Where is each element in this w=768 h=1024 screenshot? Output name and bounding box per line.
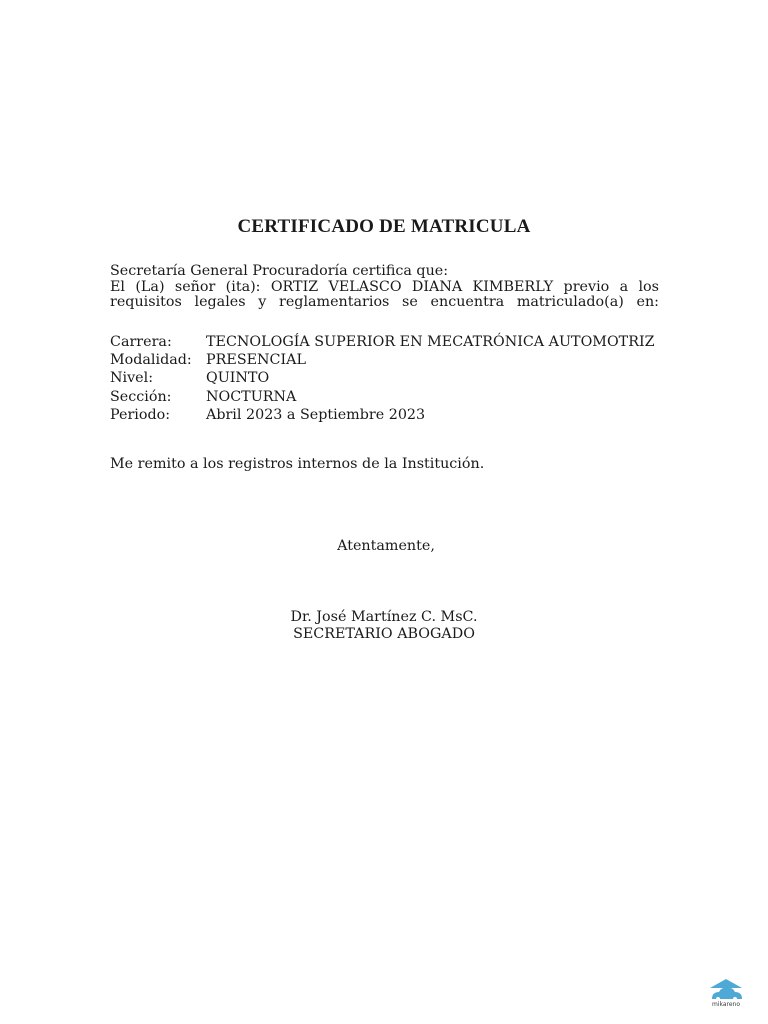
signature-block xyxy=(0,609,768,643)
field-row-nivel xyxy=(110,369,655,387)
field-value: NOCTURNA xyxy=(206,388,297,405)
field-value: Abril 2023 a Septiembre 2023 xyxy=(206,406,426,423)
closing-statement: Me remito a los registros internos de la Institución. xyxy=(110,456,485,472)
signer-title: SECRETARIO ABOGADO xyxy=(293,626,475,642)
certificate-title: CERTIFICADO DE MATRICULA xyxy=(237,216,531,237)
field-row-seccion xyxy=(110,388,655,406)
mikareno-cloud-logo-icon xyxy=(704,974,748,1014)
field-value: PRESENCIAL xyxy=(206,352,306,369)
field-label: Nivel: xyxy=(110,370,154,387)
field-row-periodo xyxy=(110,406,655,424)
field-label: Modalidad: xyxy=(110,352,192,369)
watermark-text: mikareno xyxy=(711,1001,741,1008)
intro-paragraph xyxy=(110,264,659,311)
field-row-carrera xyxy=(110,333,655,351)
signer-name: Dr. José Martínez C. MsC. xyxy=(290,609,478,625)
enrollment-fields xyxy=(110,333,655,424)
intro-line-2: El (La) señor (ita): ORTIZ VELASCO DIANA KIMBERLY previo a los xyxy=(110,278,659,295)
salutation: Atentamente, xyxy=(337,538,435,554)
intro-line-1: Secretaría General Procuradoría certifica que: xyxy=(110,263,449,279)
field-value: TECNOLOGÍA SUPERIOR EN MECATRÓNICA AUTOMOTRIZ xyxy=(206,334,655,350)
field-value: QUINTO xyxy=(206,370,270,387)
field-label: Sección: xyxy=(110,388,172,405)
field-row-modalidad xyxy=(110,351,655,369)
intro-line-3: requisitos legales y reglamentarios se encuentra matriculado(a) en: xyxy=(110,294,659,310)
field-label: Periodo: xyxy=(110,406,171,423)
field-label: Carrera: xyxy=(110,334,172,350)
